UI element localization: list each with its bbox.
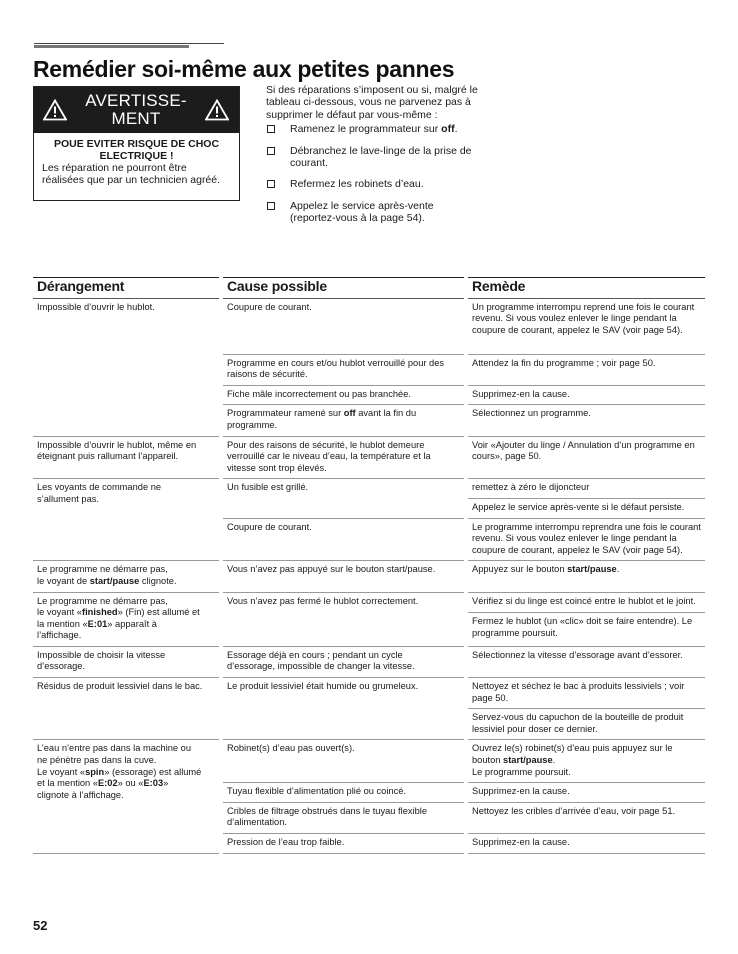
step-item [266, 178, 481, 190]
symptom-text: Le programme ne démarre pas, [37, 564, 168, 575]
symptom-text-end: clignote. [139, 575, 177, 586]
symptom-cell: Impossible d’ouvrir le hublot, même en éteignant puis rallumant l’appareil. [33, 436, 221, 479]
remedy-cell: Attendez la fin du programme ; voir page 50. [466, 354, 705, 385]
remedy-text-end: Le programme poursuit. [472, 766, 571, 777]
step-text-end: . [454, 123, 458, 136]
page-title: Remédier soi-même aux petites pannes [33, 56, 455, 82]
remedy-cell: Sélectionnez la vitesse d’essorage avant d’essorer. [466, 646, 705, 677]
table-row [33, 592, 705, 613]
remedy-text-end: . [616, 564, 620, 575]
symptom-cell: Impossible de choisir la vitesse d’essorage. [33, 646, 221, 677]
warning-title-line2: MENT [111, 109, 161, 128]
remedy-cell: Vérifiez si du linge est coincé entre le hublot et le joint. [466, 592, 705, 613]
remedy-cell: Un programme interrompu reprend une fois le courant revenu. Si vous voulez enlever le linge pendant la coupure de courant, appelez le SAV (voir page 54). [466, 298, 705, 354]
cause-cell: Robinet(s) d’eau pas ouvert(s). [221, 740, 466, 783]
header-rule-thin [34, 43, 224, 44]
table-header-row [33, 278, 705, 299]
header-derangement: Dérangement [33, 278, 221, 299]
table-row [33, 740, 705, 783]
cause-cell: Fiche mâle incorrectement ou pas branchée. [221, 385, 466, 405]
symptom-cell [33, 740, 221, 853]
remedy-cell: Sélectionnez un programme. [466, 405, 705, 436]
cause-cell: Le produit lessiviel était humide ou grumeleux. [221, 678, 466, 740]
symptom-text: L’eau n’entre pas dans la machine ou ne pénètre pas dans la cuve. [37, 743, 192, 766]
remedy-cell: Supprimez-en la cause. [466, 783, 705, 803]
step-item [266, 123, 481, 135]
remedy-cell: Nettoyez les cribles d’arrivée d’eau, voir page 51. [466, 802, 705, 833]
remedy-cell: Supprimez-en la cause. [466, 834, 705, 854]
symptom-cell: Résidus de produit lessiviel dans le bac. [33, 678, 221, 740]
cause-cell: Cribles de filtrage obstrués dans le tuyau flexible d’alimentation. [221, 802, 466, 833]
remedy-text: Appuyez sur le bouton [472, 564, 568, 575]
checkbox-icon [267, 147, 275, 155]
cause-cell: Programme en cours et/ou hublot verrouillé pour des raisons de sécurité. [221, 354, 466, 385]
cause-text-end: avant la fin du programme. [227, 408, 417, 430]
symptom-text: » [163, 778, 169, 789]
warning-title-line1: AVERTISSE- [85, 91, 187, 110]
step-item [266, 145, 481, 170]
symptom-text: » (essorage) est allumé et la mention « [37, 766, 202, 789]
table-row [33, 678, 705, 709]
symptom-text-end: » apparaît à l’affichage. [37, 618, 157, 641]
warning-title [85, 92, 187, 128]
symptom-bold: finished [81, 607, 118, 618]
cause-cell: Vous n’avez pas appuyé sur le bouton start/pause. [221, 561, 466, 592]
table-row [33, 479, 705, 499]
step-bold: off [441, 123, 455, 136]
intro-text: Si des réparations s’imposent ou si, malgré le tableau ci-dessous, vous ne parvenez pas à supprimer le défaut par vous-même : [266, 84, 478, 121]
remedy-text: Ouvrez le(s) robinet(s) d’eau puis appuyez sur le bouton [472, 743, 673, 766]
remedy-cell: Supprimez-en la cause. [466, 385, 705, 405]
steps-list [266, 123, 481, 224]
checkbox-icon [267, 125, 275, 133]
symptom-cell [33, 561, 221, 592]
symptom-bold: E:02 [97, 778, 118, 789]
table-row [33, 561, 705, 592]
page-number: 52 [33, 918, 48, 933]
symptom-text: » ou « [117, 778, 144, 789]
step-item [266, 200, 481, 225]
symptom-text: Le voyant « [37, 766, 86, 777]
remedy-cell: Nettoyez et séchez le bac à produits lessiviels ; voir page 50. [466, 678, 705, 709]
remedy-cell: Le programme interrompu reprendra une fois le courant revenu. Si vous voulez enlever le linge pendant la coupure de courant, appelez le SAV (voir page 54). [466, 518, 705, 561]
remedy-cell: Servez-vous du capuchon de la bouteille de produit lessiviel pour doser ce dernier. [466, 709, 705, 740]
step-text: Ramenez le programmateur sur [290, 123, 442, 136]
table-row [33, 298, 705, 354]
warning-text: Les réparation ne pourront être réalisées que par un technicien agréé. [42, 162, 221, 186]
table-row [33, 646, 705, 677]
symptom-cell [33, 592, 221, 646]
warning-triangle-icon [205, 99, 229, 121]
symptom-bold: spin [85, 766, 105, 777]
symptom-bold: start/pause [89, 575, 140, 586]
symptom-text: le voyant de [37, 575, 90, 586]
warning-bold-text: POUE EVITER RISQUE DE CHOC ELECTRIQUE ! [53, 138, 220, 162]
symptom-bold: E:01 [87, 618, 108, 629]
troubleshooting-table [33, 277, 705, 854]
remedy-text: . [552, 755, 556, 766]
remedy-bold: start/pause [567, 564, 617, 575]
symptom-cell: Impossible d’ouvrir le hublot. [33, 298, 221, 436]
remedy-cell [466, 561, 705, 592]
cause-cell: Vous n’avez pas fermé le hublot correctement. [221, 592, 466, 646]
remedy-bold: start/pause [503, 755, 553, 766]
symptom-text: Le programme ne démarre pas, [37, 595, 168, 606]
header-remede: Remède [466, 278, 705, 299]
table-row [33, 436, 705, 479]
warning-body [34, 133, 239, 186]
cause-text: Programmateur ramené sur [227, 408, 344, 419]
cause-cell: Pression de l’eau trop faible. [221, 834, 466, 854]
symptom-text: » (Fin) est allumé et la mention « [37, 607, 200, 629]
cause-cell [221, 405, 466, 436]
remedy-cell: Voir «Ajouter du linge / Annulation d’un programme en cours», page 50. [466, 436, 705, 479]
symptom-text-end: clignote à l’affichage. [37, 789, 124, 800]
cause-cell: Tuyau flexible d’alimentation plié ou coincé. [221, 783, 466, 803]
cause-cell: Un fusible est grillé. [221, 479, 466, 518]
warning-box [33, 86, 240, 201]
step-text: Débranchez le lave-linge de la prise de courant. [290, 144, 472, 170]
remedy-cell: Fermez le hublot (un «clic» doit se faire entendre). Le programme poursuit. [466, 613, 705, 646]
remedy-cell [466, 740, 705, 783]
remedy-cell: remettez à zéro le dijoncteur [466, 479, 705, 499]
checkbox-icon [267, 180, 275, 188]
header-cause: Cause possible [221, 278, 466, 299]
intro-block [266, 84, 481, 234]
cause-bold: off [343, 408, 356, 419]
warning-triangle-icon [43, 99, 67, 121]
remedy-cell: Appelez le service après-vente si le défaut persiste. [466, 498, 705, 518]
checkbox-icon [267, 202, 275, 210]
cause-cell: Pour des raisons de sécurité, le hublot demeure verrouillé car le niveau d’eau, la température et la vitesse sont trop élevés. [221, 436, 466, 479]
warning-header [34, 87, 239, 133]
header-rule-thick [34, 45, 189, 48]
symptom-text: le voyant « [37, 607, 82, 618]
cause-cell: Coupure de courant. [221, 518, 466, 561]
cause-cell: Coupure de courant. [221, 298, 466, 354]
symptom-cell: Les voyants de commande ne s’allument pas. [33, 479, 221, 561]
symptom-bold: E:03 [143, 778, 164, 789]
step-text: Appelez le service après-vente (reportez-vous à la page 54). [290, 199, 434, 225]
cause-cell: Essorage déjà en cours ; pendant un cycle d’essorage, impossible de changer la vitesse. [221, 646, 466, 677]
step-text: Refermez les robinets d’eau. [290, 178, 424, 191]
